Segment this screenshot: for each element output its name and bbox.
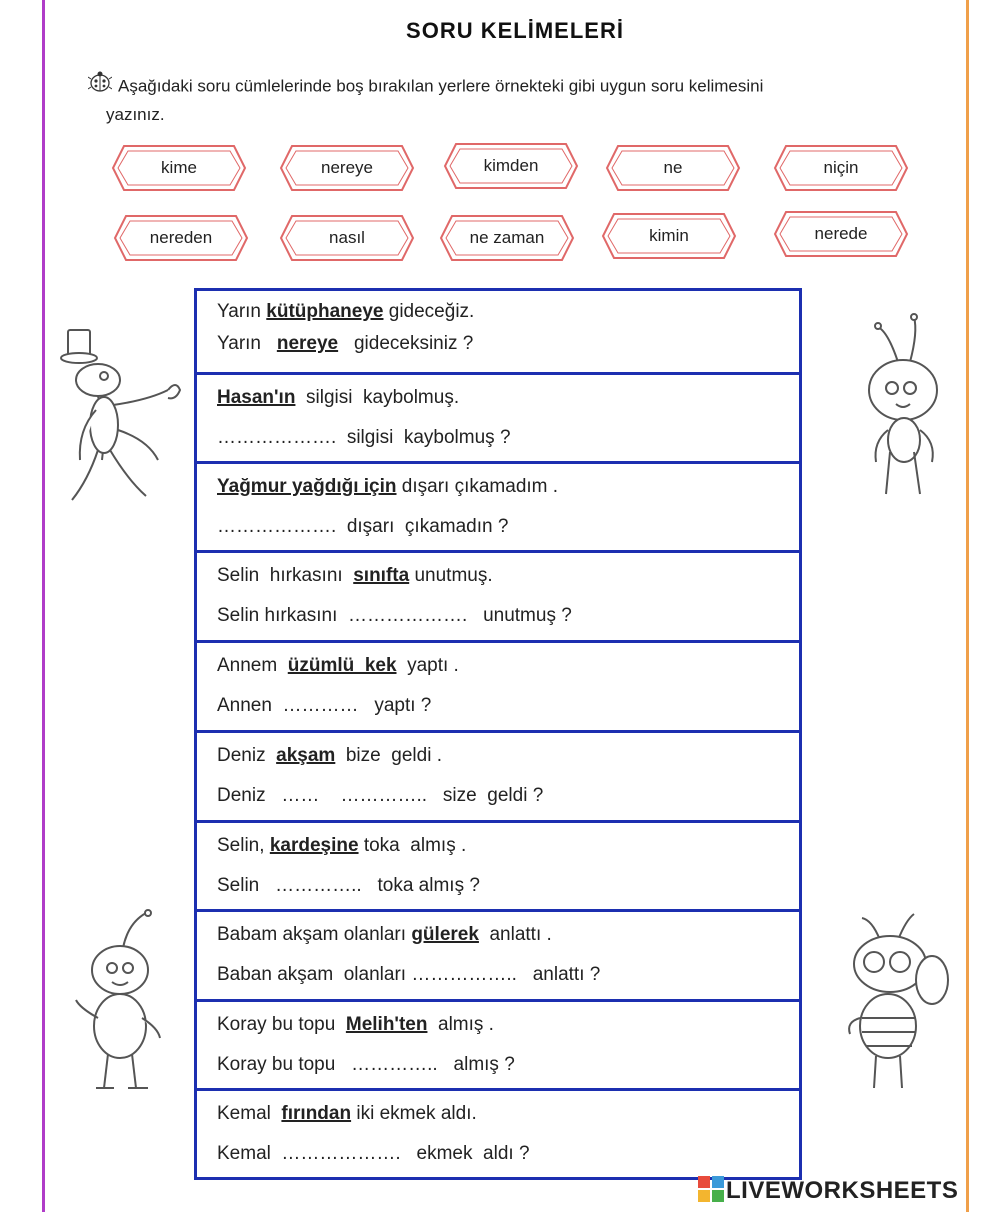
underlined-word: Melih'ten (345, 1014, 428, 1035)
word-chip-label: nasıl (329, 228, 365, 247)
right-margin-line (966, 0, 969, 1212)
example-sentence (217, 655, 459, 677)
word-chip-label: nereye (321, 158, 373, 177)
exercise-row (197, 823, 799, 912)
exercise-row (197, 464, 799, 553)
word-chip (772, 209, 910, 259)
question-sentence (217, 1054, 515, 1076)
bee-glasses-illustration (832, 910, 952, 1100)
sentence-text: iki ekmek aldı. (351, 1103, 477, 1124)
underlined-word: kütüphaneye (266, 301, 384, 322)
sentence-text: Selin, (217, 835, 270, 856)
exercise-row (197, 733, 799, 823)
sentence-text: silgisi kaybolmuş. (295, 387, 460, 408)
sentence-text: Yarın (217, 301, 267, 322)
example-sentence (217, 1103, 477, 1125)
question-sentence (217, 516, 508, 538)
sentence-text: almış . (427, 1014, 494, 1035)
sentence-text: Babam akşam olanları (217, 924, 412, 945)
liveworksheets-logo-icon (698, 1176, 724, 1202)
question-sentence (217, 964, 600, 986)
question-sentence (217, 333, 473, 355)
question-sentence (217, 1143, 530, 1165)
word-chip-label: kime (161, 158, 197, 177)
word-chip (772, 143, 910, 193)
sentence-text: Kemal ………………. ekmek aldı ? (217, 1143, 530, 1164)
grasshopper-illustration (58, 310, 188, 510)
underlined-word: sınıfta (353, 565, 410, 586)
sentence-text: Annen ………… yaptı ? (217, 695, 432, 716)
question-sentence (217, 605, 572, 627)
question-sentence (217, 427, 511, 449)
sentence-text: Annem (217, 655, 288, 676)
exercise-row (197, 553, 799, 643)
sentence-text: Selin ………….. toka almış ? (217, 875, 480, 896)
sentence-text: Yarın (217, 333, 277, 354)
watermark-text: LIVEWORKSHEETS (726, 1177, 959, 1204)
sentence-text: gideceksiniz ? (338, 333, 474, 354)
sentence-text: Koray bu topu ………….. almış ? (217, 1054, 515, 1075)
word-chip (110, 143, 248, 193)
sentence-text: Baban akşam olanları …………….. anlattı ? (217, 964, 601, 985)
question-sentence (217, 695, 431, 717)
underlined-word: üzümlü kek (287, 655, 397, 676)
underlined-word: Hasan'ın (217, 387, 296, 408)
word-chip (112, 213, 250, 263)
example-sentence (217, 565, 493, 587)
instruction-text (88, 70, 948, 130)
word-chip-label: kimden (483, 156, 539, 175)
word-chip (442, 141, 580, 191)
ant-illustration (68, 908, 178, 1098)
sentence-text: yaptı . (396, 655, 459, 676)
example-sentence (217, 301, 474, 323)
word-chip (278, 213, 416, 263)
exercise-table (194, 288, 802, 1180)
word-chip-label: nerede (814, 224, 868, 243)
sentence-text: ………………. silgisi kaybolmuş ? (217, 427, 511, 448)
sentence-text: Kemal (217, 1103, 282, 1124)
instruction-line-2: yazınız. (106, 105, 165, 124)
word-chip-label: ne zaman (469, 228, 545, 247)
sentence-text: ………………. dışarı çıkamadın ? (217, 516, 509, 537)
word-chip (278, 143, 416, 193)
example-sentence (217, 476, 558, 498)
sentence-text: Deniz …… ………….. size geldi ? (217, 785, 544, 806)
exercise-row (197, 375, 799, 464)
sentence-text: unutmuş. (409, 565, 493, 586)
sentence-text: Deniz (217, 745, 277, 766)
question-sentence (217, 875, 480, 897)
sentence-text: dışarı çıkamadım . (396, 476, 559, 497)
ladybug-icon (88, 70, 112, 104)
example-sentence (217, 387, 459, 409)
word-chip (604, 143, 742, 193)
word-chip-label: niçin (823, 158, 859, 177)
exercise-row (197, 291, 799, 375)
exercise-row (197, 1002, 799, 1091)
exercise-row (197, 643, 799, 733)
underlined-word: akşam (276, 745, 336, 766)
sentence-text: Selin hırkasını ………………. unutmuş ? (217, 605, 572, 626)
sentence-text: anlattı . (478, 924, 552, 945)
example-sentence (217, 835, 466, 857)
sentence-text: gideceğiz. (383, 301, 475, 322)
page-title: SORU KELİMELERİ (406, 18, 624, 43)
liveworksheets-watermark (698, 1176, 958, 1208)
underlined-word: nereye (276, 333, 339, 354)
word-chip (438, 213, 576, 263)
underlined-word: kardeşine (269, 835, 359, 856)
word-chip-label: kimin (649, 226, 689, 245)
sentence-text: Koray bu topu (217, 1014, 346, 1035)
sentence-text: bize geldi . (335, 745, 442, 766)
word-chip (600, 211, 738, 261)
underlined-word: fırından (281, 1103, 352, 1124)
sentence-text: toka almış . (358, 835, 467, 856)
question-sentence (217, 785, 543, 807)
instruction-line-1: Aşağıdaki soru cümlelerinde boş bırakılan yerlere örnekteki gibi uygun soru kelimesini (118, 76, 764, 96)
example-sentence (217, 924, 552, 946)
word-chip-label: nereden (149, 228, 213, 247)
example-sentence (217, 745, 442, 767)
word-chip-label: ne (663, 158, 683, 177)
left-margin-line (42, 0, 45, 1212)
exercise-row (197, 1091, 799, 1177)
exercise-row (197, 912, 799, 1002)
underlined-word: gülerek (411, 924, 479, 945)
underlined-word: Yağmur yağdığı için (217, 476, 397, 497)
sentence-text: Selin hırkasını (217, 565, 354, 586)
bee-boy-illustration (848, 312, 958, 512)
example-sentence (217, 1014, 494, 1036)
